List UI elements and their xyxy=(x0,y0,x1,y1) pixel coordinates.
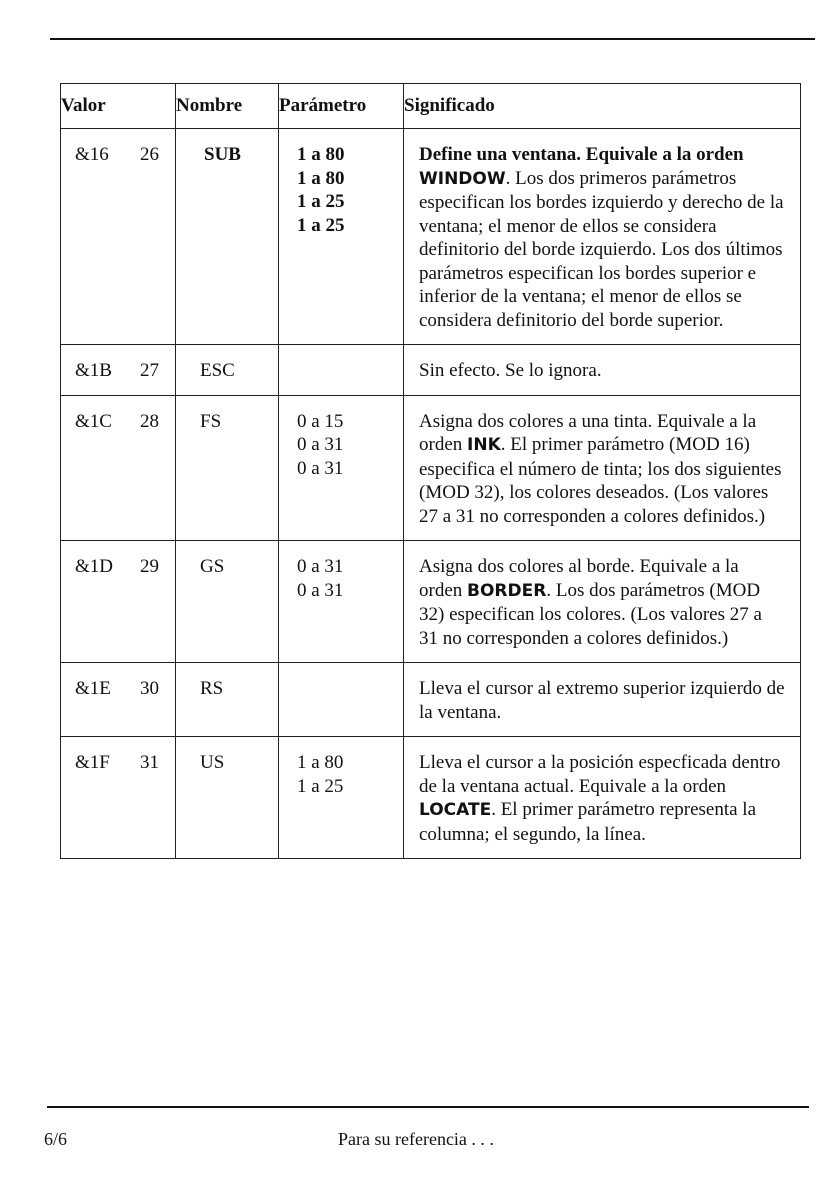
header-parametro: Parámetro xyxy=(279,84,404,129)
table-row xyxy=(61,345,801,396)
description-text: . El primer parámetro representa la columna; el segundo, la línea. xyxy=(419,799,757,845)
name-cell: GS xyxy=(176,541,279,663)
param-value: 1 a 25 xyxy=(297,775,344,797)
header-valor: Valor xyxy=(61,84,176,129)
param-cell xyxy=(279,663,404,737)
header-significado: Significado xyxy=(404,84,801,129)
bottom-rule xyxy=(47,1106,809,1108)
value-cell xyxy=(61,345,176,396)
param-value: 1 a 80 xyxy=(297,752,344,773)
description-cell xyxy=(404,129,801,345)
description-text: Lleva el cursor a la posición especficada dentro de la ventana actual. Equivale a la orden xyxy=(419,752,781,797)
table-row xyxy=(61,663,801,737)
param-value: 1 a 25 xyxy=(297,214,345,236)
param-value: 0 a 31 xyxy=(297,579,344,601)
name-cell: SUB xyxy=(176,129,279,345)
description-cell: Sin efecto. Se lo ignora. xyxy=(404,345,801,396)
value-cell xyxy=(61,541,176,663)
description-text: . Los dos primeros parámetros especifican los bordes izquierdo y derecho de la ventana; el menor de ellos se considera definitorio del borde izquierdo. Los dos últimos parámetros especifican los bordes superior e inferior de la ventana; el menor de ellos se considera definitorio del borde superior. xyxy=(419,167,784,331)
description-cell: Lleva el cursor al extremo superior izquierdo de la ventana. xyxy=(404,663,801,737)
decimal-value: 29 xyxy=(140,556,159,577)
param-value: 1 a 80 xyxy=(297,167,345,189)
param-value: 0 a 31 xyxy=(297,457,344,479)
param-value: 1 a 80 xyxy=(297,144,345,165)
page-number: 6/6 xyxy=(44,1129,68,1149)
keyword-ink: INK xyxy=(467,435,501,455)
description-cell xyxy=(404,737,801,859)
param-cell xyxy=(279,345,404,396)
param-cell xyxy=(279,737,404,859)
description-text: Asigna dos colores a una tinta. Equivale a la orden xyxy=(419,410,757,455)
param-value: 1 a 25 xyxy=(297,191,345,212)
description-bold-text: Define una ventana. Equivale a la orden xyxy=(419,144,744,165)
table-row xyxy=(61,129,801,345)
name-cell: ESC xyxy=(176,345,279,396)
top-rule xyxy=(50,38,815,40)
name-cell: FS xyxy=(176,395,279,541)
header-nombre: Nombre xyxy=(176,84,279,129)
description-text: Asigna dos colores al borde. Equivale a la orden xyxy=(419,556,739,601)
param-cell xyxy=(279,541,404,663)
hex-value: &1E xyxy=(75,678,111,699)
hex-value: &1F xyxy=(75,752,110,773)
description-text: . Los dos parámetros (MOD 32) especifican los colores. (Los valores 27 a 31 no corresponden a colores definidos.) xyxy=(419,579,762,649)
hex-value: &16 xyxy=(75,144,109,165)
hex-value: &1B xyxy=(75,360,112,381)
param-value: 0 a 31 xyxy=(297,434,344,455)
name-cell: US xyxy=(176,737,279,859)
table-header-row xyxy=(61,84,801,129)
name-cell: RS xyxy=(176,663,279,737)
keyword-window: WINDOW xyxy=(419,168,506,189)
value-cell xyxy=(61,395,176,541)
table-row xyxy=(61,737,801,859)
decimal-value: 26 xyxy=(140,144,159,165)
description-cell xyxy=(404,395,801,541)
control-codes-table xyxy=(60,83,801,859)
footer-text: Para su referencia . . . xyxy=(338,1129,494,1149)
table-row xyxy=(61,395,801,541)
decimal-value: 27 xyxy=(140,360,159,381)
hex-value: &1D xyxy=(75,556,113,577)
description-text: . El primer parámetro (MOD 16) especifica el número de tinta; los dos siguientes (MOD 32), los colores deseados. (Los valores 27 a 31 no corresponden a colores definidos.) xyxy=(419,434,782,527)
description-cell xyxy=(404,541,801,663)
decimal-value: 28 xyxy=(140,410,159,432)
value-cell xyxy=(61,663,176,737)
decimal-value: 31 xyxy=(140,752,159,773)
param-cell xyxy=(279,129,404,345)
decimal-value: 30 xyxy=(140,678,159,699)
hex-value: &1C xyxy=(75,410,112,432)
keyword-locate: LOCATE xyxy=(419,800,492,820)
value-cell xyxy=(61,129,176,345)
param-cell xyxy=(279,395,404,541)
param-value: 0 a 15 xyxy=(297,410,344,432)
param-value: 0 a 31 xyxy=(297,556,344,577)
keyword-border: BORDER xyxy=(467,580,547,601)
table-row xyxy=(61,541,801,663)
value-cell xyxy=(61,737,176,859)
